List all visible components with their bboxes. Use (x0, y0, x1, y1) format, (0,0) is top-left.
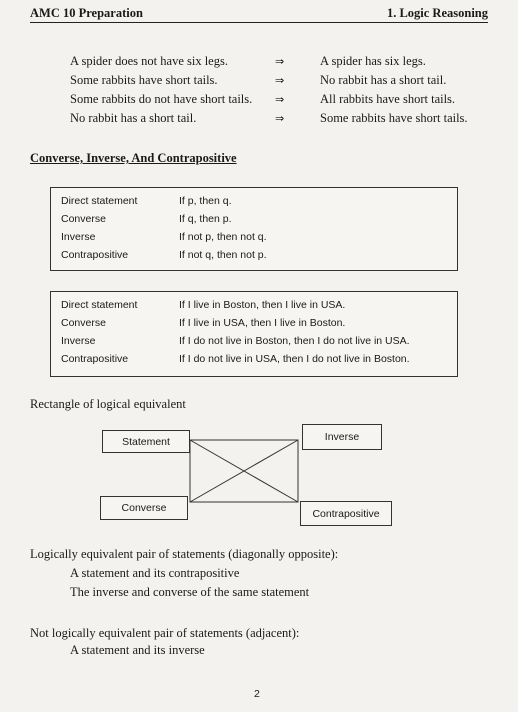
statement-box: Statement (102, 430, 190, 453)
statement-type: Inverse (61, 335, 96, 347)
equivalent-item: A statement and its contrapositive (70, 566, 240, 580)
negation-result: Some rabbits have short tails. (320, 111, 468, 125)
negation-statement: Some rabbits do not have short tails. (70, 92, 253, 106)
negation-result: No rabbit has a short tail. (320, 73, 447, 87)
inverse-box: Inverse (302, 424, 382, 450)
statement-form: If q, then p. (179, 213, 232, 225)
statement-type: Converse (61, 317, 106, 329)
statement-form: If I live in USA, then I live in Boston. (179, 317, 346, 329)
negation-result: A spider has six legs. (320, 54, 426, 68)
implies-icon: ⇒ (275, 112, 285, 125)
page-number: 2 (254, 688, 260, 700)
negation-statement: A spider does not have six legs. (70, 54, 228, 68)
statement-type: Contrapositive (61, 249, 129, 261)
implies-icon: ⇒ (275, 74, 285, 87)
converse-box: Converse (100, 496, 188, 520)
implies-icon: ⇒ (275, 55, 285, 68)
statement-form: If I do not live in Boston, then I do not live in USA. (179, 335, 410, 347)
statement-type: Direct statement (61, 299, 138, 311)
implies-icon: ⇒ (275, 93, 285, 106)
negation-result: All rabbits have short tails. (320, 92, 456, 106)
not-equivalent-item: A statement and its inverse (70, 643, 205, 657)
statement-form: If I do not live in USA, then I do not live in Boston. (179, 353, 410, 365)
rectangle-title: Rectangle of logical equivalent (30, 397, 186, 411)
negation-statement: Some rabbits have short tails. (70, 73, 218, 87)
statement-type: Contrapositive (61, 353, 129, 365)
statement-type: Converse (61, 213, 106, 225)
statement-type: Direct statement (61, 195, 138, 207)
statement-form: If p, then q. (179, 195, 232, 207)
header-left: AMC 10 Preparation (30, 6, 143, 20)
contrapositive-box: Contrapositive (300, 501, 392, 526)
statement-type: Inverse (61, 231, 96, 243)
statement-form: If not p, then not q. (179, 231, 267, 243)
equivalent-item: The inverse and converse of the same statement (70, 585, 310, 599)
header-right: 1. Logic Reasoning (386, 6, 488, 20)
statement-form: If I live in Boston, then I live in USA. (179, 299, 346, 311)
not-equivalent-heading: Not logically equivalent pair of statements (adjacent): (30, 626, 300, 640)
section-title: Converse, Inverse, And Contrapositive (30, 151, 237, 165)
equivalent-heading: Logically equivalent pair of statements (diagonally opposite): (30, 547, 339, 561)
statement-form: If not q, then not p. (179, 249, 267, 261)
negation-statement: No rabbit has a short tail. (70, 111, 197, 125)
